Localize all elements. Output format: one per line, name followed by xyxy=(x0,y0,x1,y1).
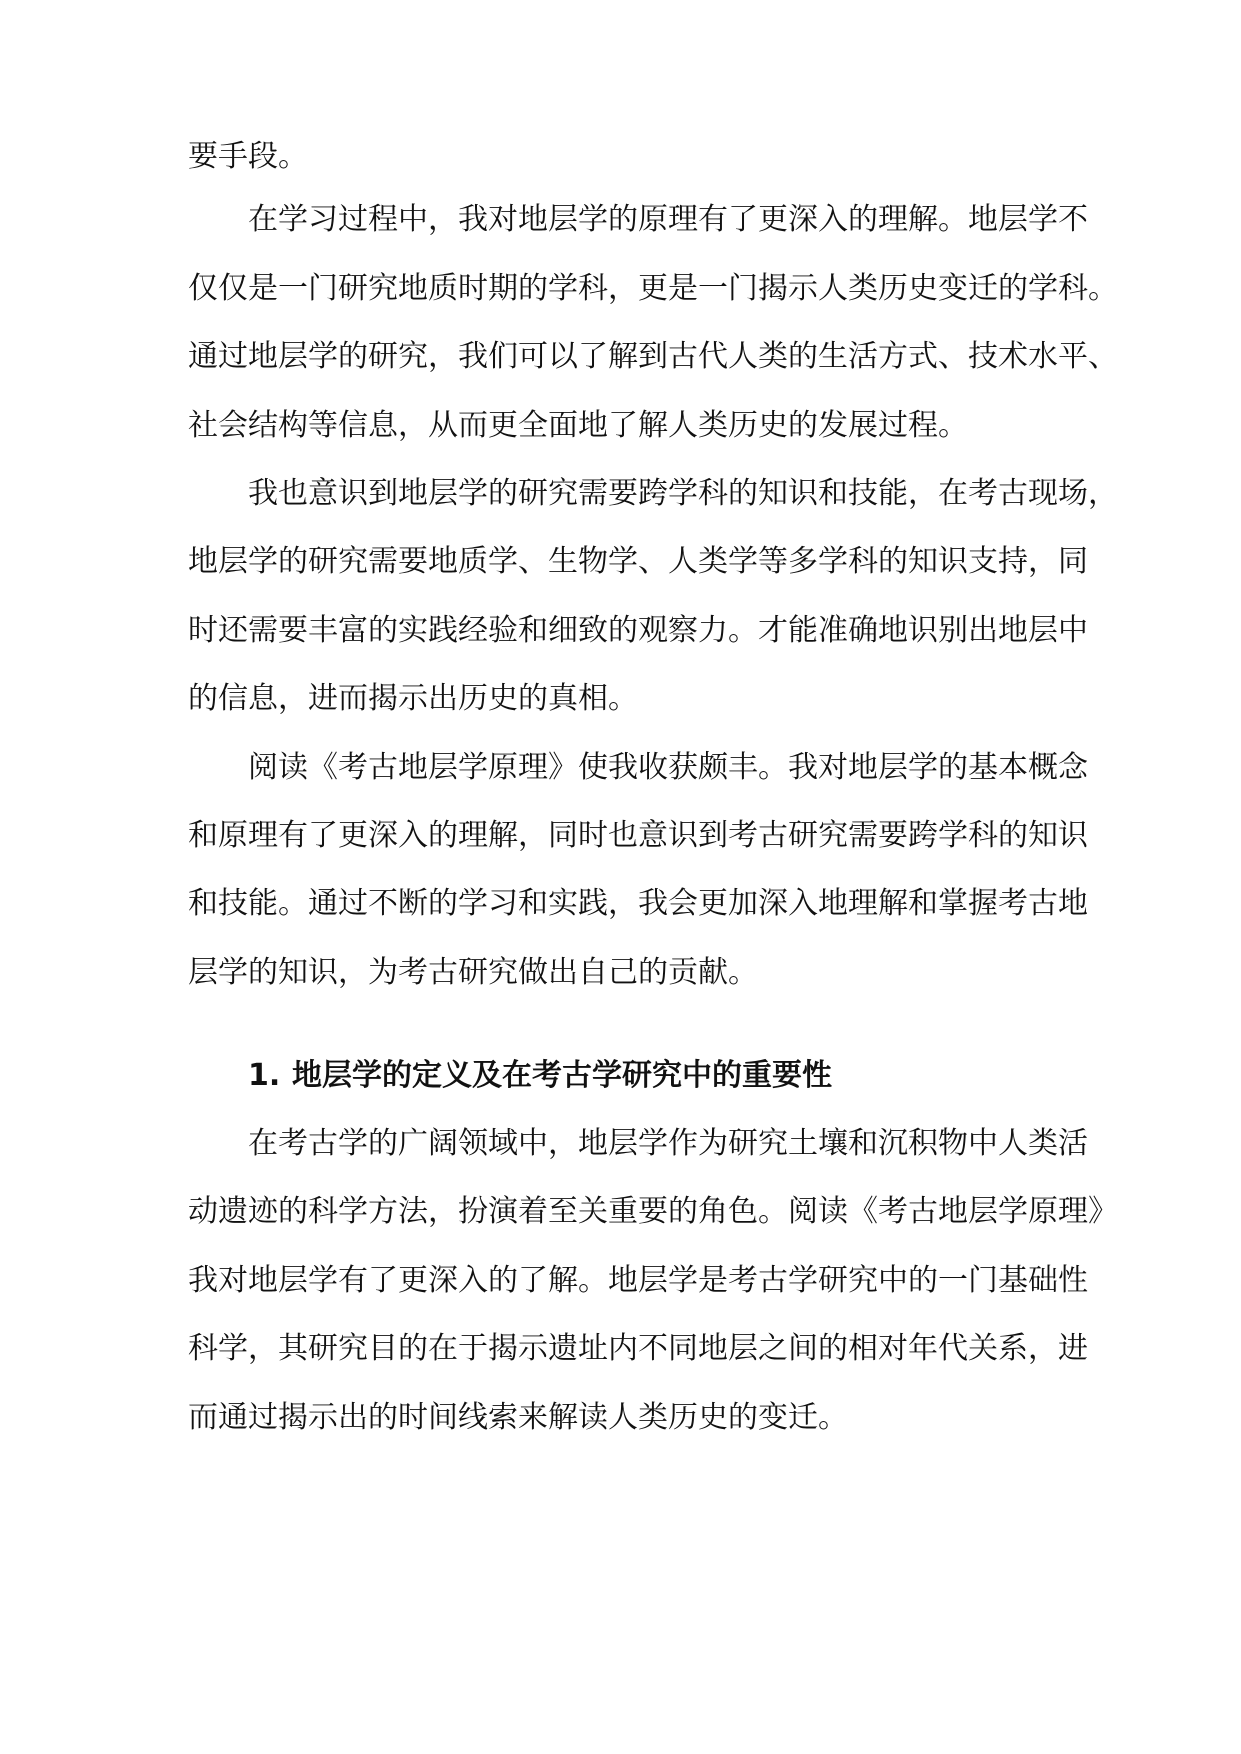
paragraph-line: 动遗迹的科学方法，扮演着至关重要的角色。阅读《考古地层学原理》 xyxy=(188,1194,1118,1229)
paragraph-line: 和原理有了更深入的理解，同时也意识到考古研究需要跨学科的知识 xyxy=(188,818,1088,853)
paragraph-line: 在考古学的广阔领域中，地层学作为研究土壤和沉积物中人类活 xyxy=(248,1126,1088,1161)
paragraph-line: 在学习过程中，我对地层学的原理有了更深入的理解。地层学不 xyxy=(248,202,1088,237)
paragraph-line: 的信息，进而揭示出历史的真相。 xyxy=(188,681,638,716)
paragraph-line: 时还需要丰富的实践经验和细致的观察力。才能准确地识别出地层中 xyxy=(188,613,1088,648)
paragraph-line: 通过地层学的研究，我们可以了解到古代人类的生活方式、技术水平、 xyxy=(188,339,1118,374)
paragraph-line: 我也意识到地层学的研究需要跨学科的知识和技能，在考古现场， xyxy=(248,476,1118,511)
section-heading xyxy=(248,1056,832,1096)
paragraph-line: 要手段。 xyxy=(188,139,308,174)
paragraph-line: 而通过揭示出的时间线索来解读人类历史的变迁。 xyxy=(188,1400,848,1435)
paragraph-line: 科学，其研究目的在于揭示遗址内不同地层之间的相对年代关系，进 xyxy=(188,1331,1088,1366)
section-title: 地层学的定义及在考古学研究中的重要性 xyxy=(292,1058,832,1093)
paragraph-line: 我对地层学有了更深入的了解。地层学是考古学研究中的一门基础性 xyxy=(188,1263,1088,1298)
paragraph-line: 层学的知识，为考古研究做出自己的贡献。 xyxy=(188,955,758,990)
paragraph-line: 地层学的研究需要地质学、生物学、人类学等多学科的知识支持，同 xyxy=(188,544,1088,579)
section-number: 1. xyxy=(248,1058,281,1093)
paragraph-line: 和技能。通过不断的学习和实践，我会更加深入地理解和掌握考古地 xyxy=(188,886,1088,921)
paragraph-line: 仅仅是一门研究地质时期的学科，更是一门揭示人类历史变迁的学科。 xyxy=(188,271,1118,306)
paragraph-line: 阅读《考古地层学原理》使我收获颇丰。我对地层学的基本概念 xyxy=(248,750,1088,785)
paragraph-line: 社会结构等信息，从而更全面地了解人类历史的发展过程。 xyxy=(188,408,968,443)
